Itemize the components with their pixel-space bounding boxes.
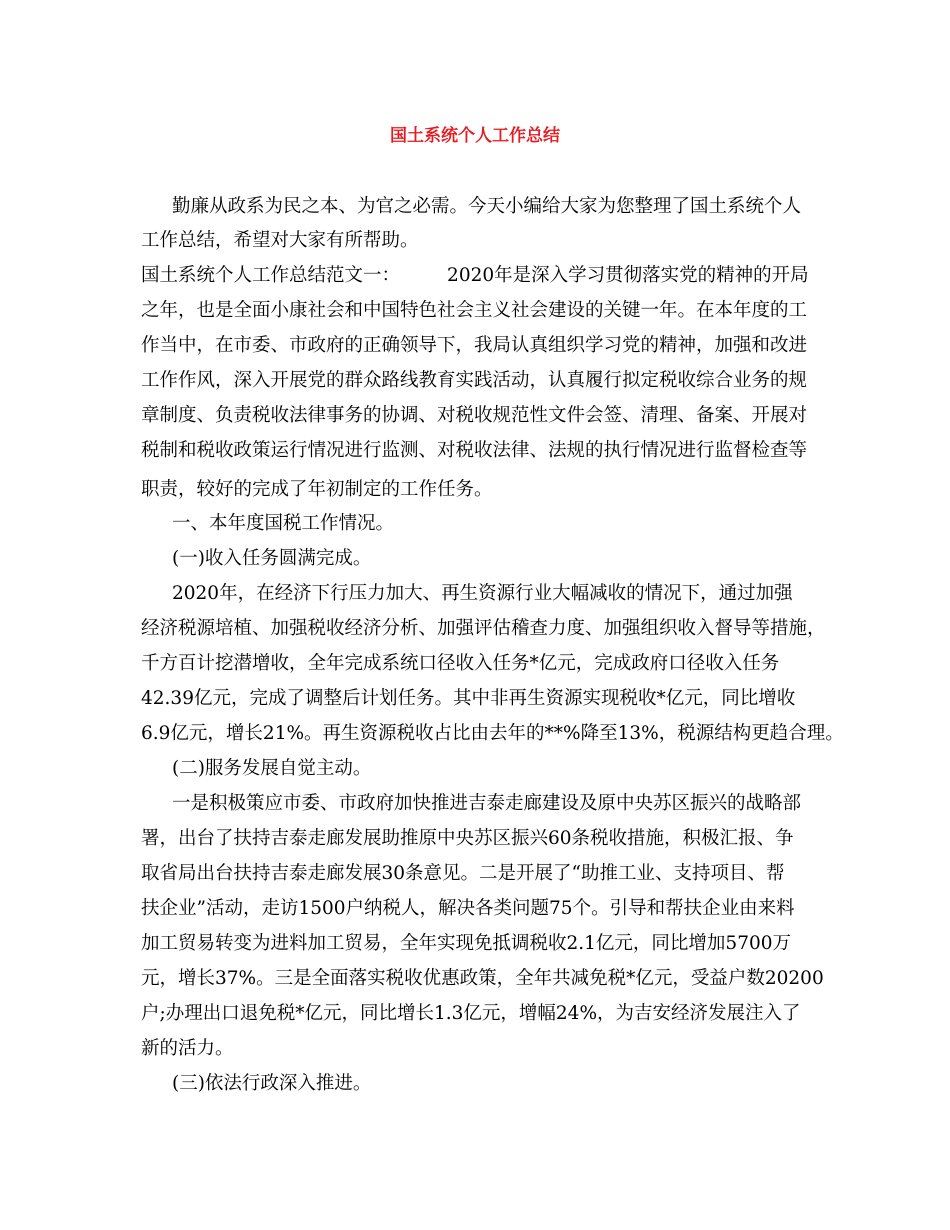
paragraph-line: 新的活力。	[141, 1038, 234, 1059]
paragraph-line: 户;办理出口退免税*亿元，同比增长1.3亿元，增幅24%，为吉安经济发展注入了	[141, 1003, 801, 1024]
paragraph-line: 勤廉从政系为民之本、为官之必需。今天小编给大家为您整理了国土系统个人	[172, 196, 802, 217]
paragraph-line: 作当中，在市委、市政府的正确领导下，我局认真组织学习党的精神，加强和改进	[141, 335, 808, 356]
paragraph-line: 工作总结，希望对大家有所帮助。	[141, 230, 419, 251]
subsection-heading: (二)服务发展自觉主动。	[172, 758, 372, 779]
paragraph-line: 加工贸易转变为进料加工贸易，全年实现免抵调税收2.1亿元，同比增加5700万	[141, 933, 792, 954]
subsection-heading: (一)收入任务圆满完成。	[172, 548, 372, 569]
paragraph-line: 2020年，在经济下行压力加大、再生资源行业大幅减收的情况下，通过加强	[172, 583, 793, 604]
paragraph-line: 署，出台了扶持吉泰走廊发展助推原中央苏区振兴60条税收措施，积极汇报、争	[141, 828, 794, 849]
paragraph-line: 一是积极策应市委、市政府加快推进吉泰走廊建设及原中央苏区振兴的战略部	[172, 793, 802, 814]
paragraph-line: 经济税源培植、加强税收经济分析、加强评估稽查力度、加强组织收入督导等措施，	[141, 618, 826, 639]
subsection-heading: (三)依法行政深入推进。	[172, 1073, 372, 1094]
document-title: 国土系统个人工作总结	[390, 126, 560, 146]
section-heading: 一、本年度国税工作情况。	[172, 513, 395, 534]
paragraph-line: 职责，较好的完成了年初制定的工作任务。	[141, 479, 493, 500]
paragraph-line: 之年，也是全面小康社会和中国特色社会主义社会建设的关键一年。在本年度的工	[141, 300, 808, 321]
paragraph-line: 国土系统个人工作总结范文一： 2020年是深入学习贯彻落实党的精神的开局	[141, 265, 809, 286]
paragraph-line: 取省局出台扶持吉泰走廊发展30条意见。二是开展了“助推工业、支持项目、帮	[141, 863, 785, 884]
paragraph-line: 千方百计挖潜增收，全年完成系统口径收入任务*亿元，完成政府口径收入任务	[141, 653, 780, 674]
paragraph-line: 42.39亿元，完成了调整后计划任务。其中非再生资源实现税收*亿元，同比增收	[141, 688, 796, 709]
paragraph-line: 工作作风，深入开展党的群众路线教育实践活动，认真履行拟定税收综合业务的规	[141, 370, 808, 391]
paragraph-line: 章制度、负责税收法律事务的协调、对税收规范性文件会签、清理、备案、开展对	[141, 405, 808, 426]
paragraph-line: 扶企业”活动，走访1500户纳税人，解决各类问题75个。引导和帮扶企业由来料	[141, 898, 795, 919]
paragraph-line: 税制和税收政策运行情况进行监测、对税收法律、法规的执行情况进行监督检查等	[141, 440, 808, 461]
paragraph-line: 元，增长37%。三是全面落实税收优惠政策，全年共减免税*亿元，受益户数20200	[141, 968, 824, 989]
paragraph-line: 6.9亿元，增长21%。再生资源税收占比由去年的**%降至13%，税源结构更趋合理。	[141, 723, 844, 744]
